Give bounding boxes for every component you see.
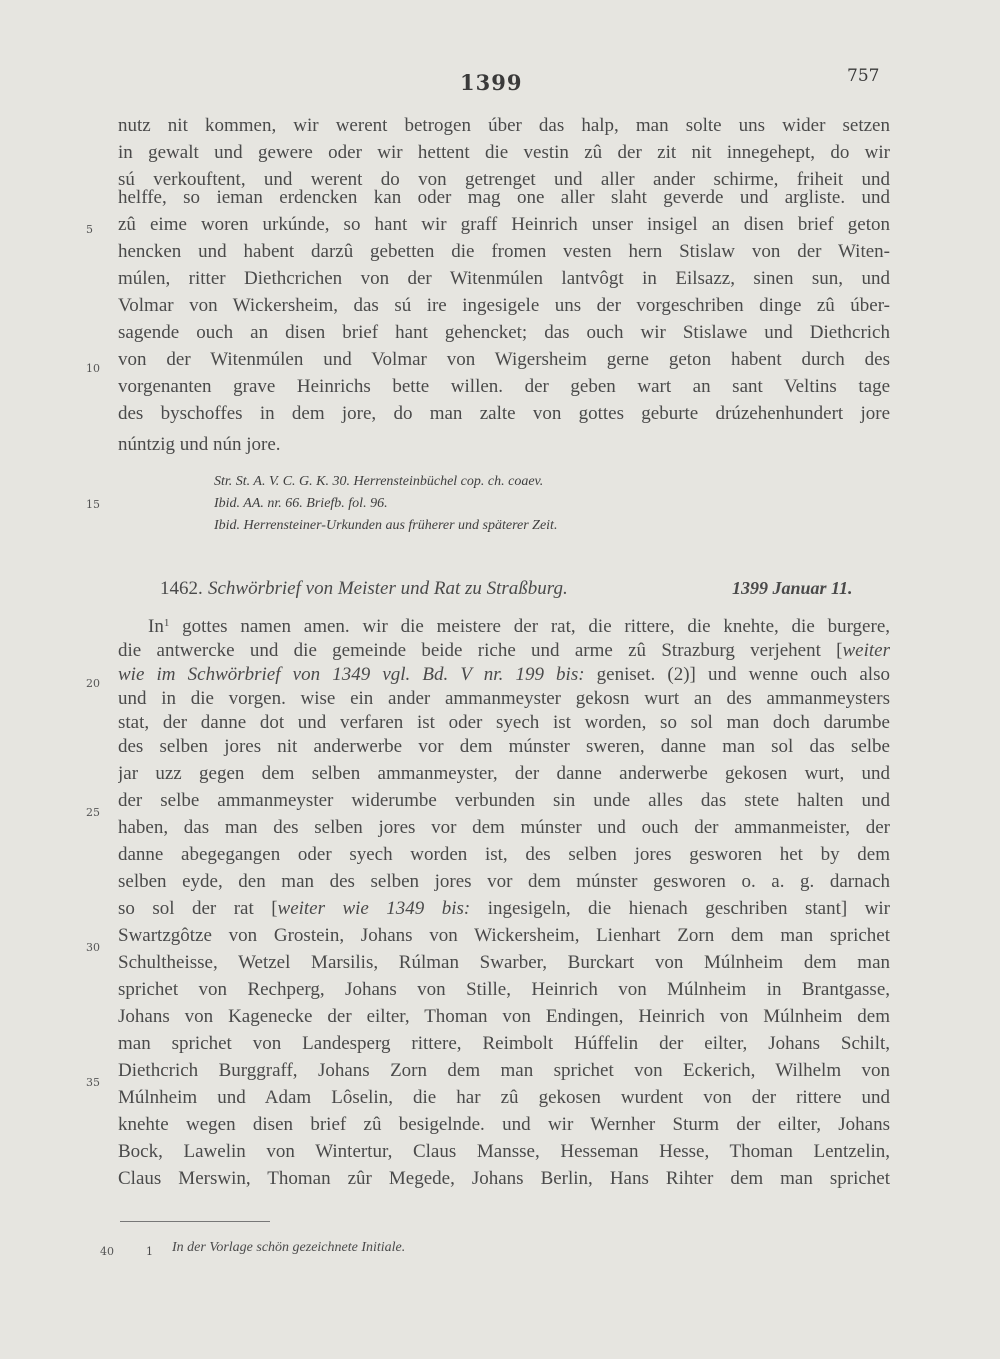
document-number: 1462. [160,578,203,599]
text-line: danne abegegangen oder syech worden ist, des selben jores gesworen het by dem [118,844,890,865]
text-line: múlen, ritter Diethcrichen von der Witenmúlen lantvôgt in Eilsazz, sinen sun, und [118,268,890,289]
text-segment: so sol der rat [ [118,898,278,919]
text-line: Múlnheim und Adam Lôselin, die har zû gekosen wurdent von der rittere und [118,1087,890,1108]
text-line [118,640,890,662]
text-segment: geniset. (2)] und wenne ouch also [584,664,890,685]
text-line: man sprichet von Landesperg rittere, Reimbolt Húffelin der eilter, Johans Schilt, [118,1033,890,1054]
page-number: 757 [847,66,880,86]
margin-line-number: 20 [86,677,100,690]
text-line: sprichet von Rechperg, Johans von Stille, Heinrich von Múlnheim in Brantgasse, [118,979,890,1000]
text-line: Schultheisse, Wetzel Marsilis, Rúlman Swarber, Burckart von Múlnheim dem man [118,952,890,973]
initial-word: In [148,616,164,637]
text-line: Diethcrich Burggraff, Johans Zorn dem man sprichet von Eckerich, Wilhelm von [118,1060,890,1081]
text-line: stat, der danne dot und verfaren ist oder syech ist worden, so sol man doch darumbe [118,712,890,733]
footnote-ref: 1 [163,617,170,629]
source-reference: Ibid. Herrensteiner-Urkunden aus früherer und späterer Zeit. [214,518,558,533]
text-line: Volmar von Wickersheim, das sú ire ingesigele uns der vorgeschriben dinge zû úber- [118,295,890,316]
text-line: vorgenanten grave Heinrichs bette willen. der geben wart an sant Veltins tage [118,376,890,397]
text-line: Bock, Lawelin von Wintertur, Claus Mansse, Hesseman Hesse, Thoman Lentzelin, [118,1141,890,1162]
text-line [148,616,890,638]
text-line: Claus Merswin, Thoman zûr Megede, Johans Berlin, Hans Rihter dem man sprichet [118,1168,890,1189]
margin-line-number: 35 [86,1076,100,1089]
text-segment: gottes namen amen. wir die meistere der rat, die rittere, die knehte, die burgere, [169,616,890,637]
editorial-note: wie im Schwörbrief von 1349 vgl. Bd. V nr. 199 bis: [118,664,585,685]
editorial-note: weiter [842,640,890,661]
footnote-divider [120,1221,270,1222]
footnote-number: 1 [146,1245,153,1258]
text-line: helffe, so ieman erdencken kan oder mag one aller slaht geverde und argliste. und [118,187,890,208]
footnote-text: In der Vorlage schön gezeichnete Initiale. [172,1240,406,1255]
text-line [118,664,890,686]
text-line: jar uzz gegen dem selben ammanmeyster, der danne anderwerbe gekosen wurt, und [118,763,890,784]
text-line: hencken und habent darzû gebetten die fromen vesten hern Stislaw von der Witen- [118,241,890,262]
margin-line-number: 25 [86,806,100,819]
margin-line-number: 40 [100,1245,114,1258]
margin-line-number: 10 [86,362,100,375]
text-line: in gewalt und gewere oder wir hettent die vestin zû der zit nit innegehept, do wir [118,142,890,163]
text-segment: ingesigeln, die hienach geschriben stant] wir [470,898,890,919]
text-line: Johans von Kagenecke der eilter, Thoman von Endingen, Heinrich von Múlnheim dem [118,1006,890,1027]
text-line: knehte wegen disen brief zû besigelnde. und wir Wernher Sturm der eilter, Johans [118,1114,890,1135]
text-segment: die antwercke und die gemeinde beide riche und arme zû Strazburg verjehent [ [118,640,843,661]
text-line: selben eyde, den man des selben jores vor dem múnster gesworen o. a. g. darnach [118,871,890,892]
header-year: 1399 [460,70,523,95]
text-line: sagende ouch an disen brief hant gehencket; das ouch wir Stislawe und Diethcrich [118,322,890,343]
text-line: nutz nit kommen, wir werent betrogen úber das halp, man solte uns wider setzen [118,115,890,136]
text-line: des byschoffes in dem jore, do man zalte von gottes geburte drúzehenhundert jore [118,403,890,424]
text-line: sú verkouftent, und werent do von getrenget und aller ander schirme, friheit und [118,169,890,190]
text-line: núntzig und nún jore. [118,434,281,455]
text-line: des selben jores nit anderwerbe vor dem múnster sweren, danne man sol das selbe [118,736,890,757]
text-line: der selbe ammanmeyster widerumbe verbunden sin unde alles das stete halten und [118,790,890,811]
margin-line-number: 5 [86,223,93,236]
text-line: und in die vorgen. wise ein ander ammanmeyster gekosn wurt an des ammanmeysters [118,688,890,709]
text-line: Swartzgôtze von Grostein, Johans von Wickersheim, Lienhart Zorn dem man sprichet [118,925,890,946]
text-line: zû eime woren urkúnde, so hant wir graff Heinrich unser insigel an disen brief geton [118,214,890,235]
text-line: von der Witenmúlen und Volmar von Wigersheim gerne geton habent durch des [118,349,890,370]
margin-line-number: 30 [86,941,100,954]
margin-line-number: 15 [86,498,100,511]
source-reference: Ibid. AA. nr. 66. Briefb. fol. 96. [214,496,388,511]
document-title: Schwörbrief von Meister und Rat zu Straßburg. [208,578,568,599]
editorial-note: weiter wie 1349 bis: [277,898,471,919]
text-line: haben, das man des selben jores vor dem múnster und ouch der ammanmeister, der [118,817,890,838]
document-date: 1399 Januar 11. [732,578,853,598]
source-reference: Str. St. A. V. C. G. K. 30. Herrensteinbüchel cop. ch. coaev. [214,474,544,489]
text-line [118,898,890,920]
